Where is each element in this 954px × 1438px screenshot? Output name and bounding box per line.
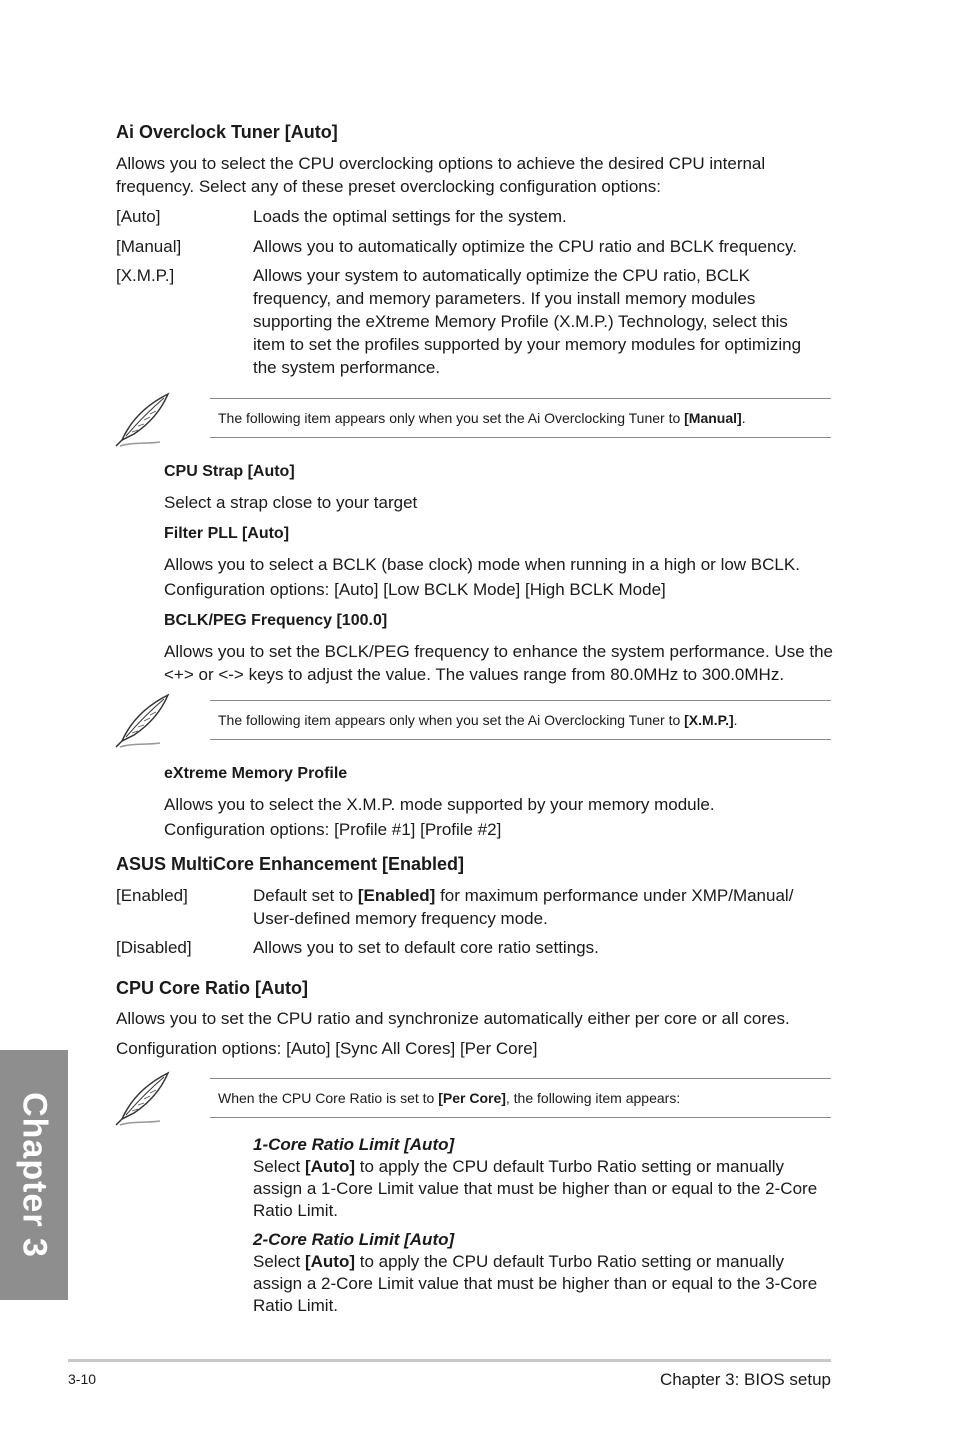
option-value-manual: Allows you to automatically optimize the CPU ratio and BCLK frequency.	[253, 237, 797, 256]
bclk-desc: Allows you to set the BCLK/PEG frequency to enhance the system performance. Use the <+> or <-> keys to adjust the value. The values range from 80.0MHz to 300.0MHz.	[164, 642, 834, 684]
note-text: The following item appears only when you set the Ai Overclocking Tuner to [X.M.P.].	[218, 712, 738, 728]
limit2-desc: Select [Auto] to apply the CPU default Turbo Ratio setting or manually assign a 2-Core Limit value that must be higher than or equal to the 3-Core Ratio Limit.	[253, 1252, 818, 1315]
cpu-strap-desc: Select a strap close to your target	[164, 493, 418, 512]
core-ratio-config: Configuration options: [Auto] [Sync All Cores] [Per Core]	[116, 1039, 538, 1058]
section-title-multicore: ASUS MultiCore Enhancement [Enabled]	[116, 854, 465, 874]
option-value-xmp: Allows your system to automatically optimize the CPU ratio, BCLK frequency, and memory parameters. If you install memory modules supporting the eXtreme Memory Profile (X.M.P.) Technology, select this item to set the profiles supported by your memory modules for optimizing the system performance.	[253, 266, 802, 377]
note-xmp	[210, 700, 831, 740]
footer-page-number: 3-10	[68, 1371, 97, 1387]
option-key-manual: [Manual]	[116, 237, 182, 256]
note-pen-icon	[112, 392, 172, 448]
note-manual	[210, 398, 831, 438]
core-ratio-desc: Allows you to set the CPU ratio and synchronize automatically either per core or all cores.	[116, 1009, 790, 1028]
limit1-desc: Select [Auto] to apply the CPU default Turbo Ratio setting or manually assign a 1-Core Limit value that must be higher than or equal to the 2-Core Ratio Limit.	[253, 1157, 818, 1220]
option-value-auto: Loads the optimal settings for the system.	[253, 207, 567, 226]
option-key-xmp: [X.M.P.]	[116, 266, 175, 285]
limit2-title: 2-Core Ratio Limit [Auto]	[253, 1230, 455, 1249]
option-key-auto: [Auto]	[116, 207, 161, 226]
xmp-title: eXtreme Memory Profile	[164, 765, 348, 782]
option-value-disabled: Allows you to set to default core ratio settings.	[253, 938, 599, 957]
limit1-title: 1-Core Ratio Limit [Auto]	[253, 1135, 455, 1154]
limit1-block	[253, 1134, 833, 1222]
chapter-tab	[0, 1050, 68, 1300]
option-value-enabled: Default set to [Enabled] for maximum performance under XMP/Manual/ User-defined memory frequency mode.	[253, 886, 794, 928]
footer-rule	[68, 1359, 831, 1362]
bclk-title: BCLK/PEG Frequency [100.0]	[164, 612, 388, 629]
filter-pll-desc: Allows you to select a BCLK (base clock) mode when running in a high or low BCLK.	[164, 555, 800, 574]
section-title-ai-overclock-tuner: Ai Overclock Tuner [Auto]	[116, 122, 338, 142]
xmp-config: Configuration options: [Profile #1] [Profile #2]	[164, 820, 502, 839]
xmp-desc: Allows you to select the X.M.P. mode supported by your memory module.	[164, 795, 715, 814]
option-key-disabled: [Disabled]	[116, 938, 192, 957]
cpu-strap-title: CPU Strap [Auto]	[164, 463, 295, 480]
footer-section: Chapter 3: BIOS setup	[659, 1370, 831, 1389]
note-text: The following item appears only when you set the Ai Overclocking Tuner to [Manual].	[218, 410, 746, 426]
note-per-core	[210, 1078, 831, 1118]
ai-tuner-description: Allows you to select the CPU overclocking options to achieve the desired CPU internal frequency. Select any of these preset overclocking configuration options:	[116, 154, 766, 196]
section-title-core-ratio: CPU Core Ratio [Auto]	[116, 978, 308, 998]
option-key-enabled: [Enabled]	[116, 886, 188, 905]
chapter-tab-label: Chapter 3	[15, 1092, 54, 1258]
limit2-block	[253, 1229, 833, 1317]
note-pen-icon	[112, 1071, 172, 1127]
filter-pll-config: Configuration options: [Auto] [Low BCLK Mode] [High BCLK Mode]	[164, 580, 666, 599]
filter-pll-title: Filter PLL [Auto]	[164, 525, 290, 542]
note-text: When the CPU Core Ratio is set to [Per Core], the following item appears:	[218, 1090, 681, 1106]
note-pen-icon	[112, 693, 172, 749]
